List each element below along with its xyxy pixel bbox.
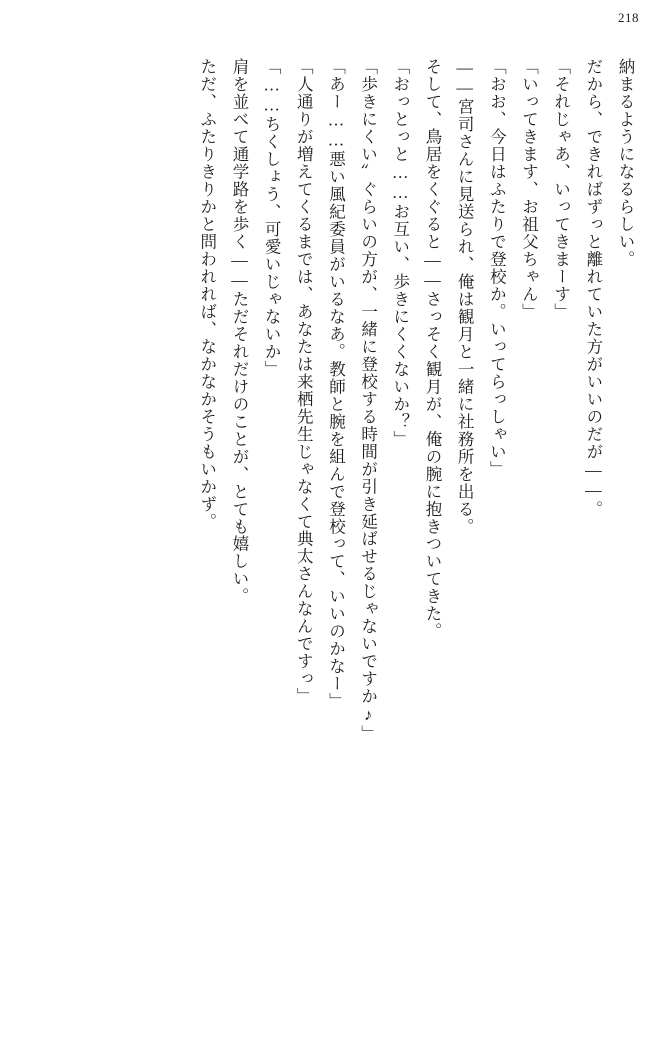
paragraph: 「おお、今日はふたりで登校か。いってらっしゃい」 xyxy=(487,58,507,478)
paragraph: 「おっとっと……お互い、歩きにくくないか？」 xyxy=(390,58,410,448)
paragraph: 「それじゃあ、いってきまーす」 xyxy=(551,58,571,321)
paragraph: 「人通りが増えてくるまでは、あなたは来栖先生じゃなくて典太さんなんですっ」 xyxy=(294,58,314,706)
paragraph: ――宮司さんに見送られ、俺は観月と一緒に社務所を出る。 xyxy=(455,58,475,536)
paragraph: 「あー……悪い風紀委員がいるなあ。教師と腕を組んで登校って、いいのかなー」 xyxy=(326,58,346,711)
paragraph: 「……ちくしょう、可愛いじゃないか」 xyxy=(262,58,282,378)
paragraph: 「いってきます、お祖父ちゃん」 xyxy=(519,58,539,321)
paragraph: だから、できればずっと離れていた方がいいのだが――。 xyxy=(583,58,603,518)
paragraph: ただ、ふたりきりかと問われれば、なかなかそうもいかず。 xyxy=(197,58,217,531)
page-text-body xyxy=(30,58,641,1020)
paragraph: 納まるようになるらしい。 xyxy=(616,58,635,268)
paragraph: 「歩きにくい〟ぐらいの方が、一緒に登校する時間が引き延ばせるじゃないですか♪」 xyxy=(358,58,378,743)
paragraph: 肩を並べて通学路を歩く――ただそれだけのことが、とても嬉しい。 xyxy=(229,58,249,606)
page-number: 218 xyxy=(618,10,639,25)
paragraph: そして、鳥居をくぐると――さっそく観月が、俺の腕に抱きついてきた。 xyxy=(422,58,442,641)
